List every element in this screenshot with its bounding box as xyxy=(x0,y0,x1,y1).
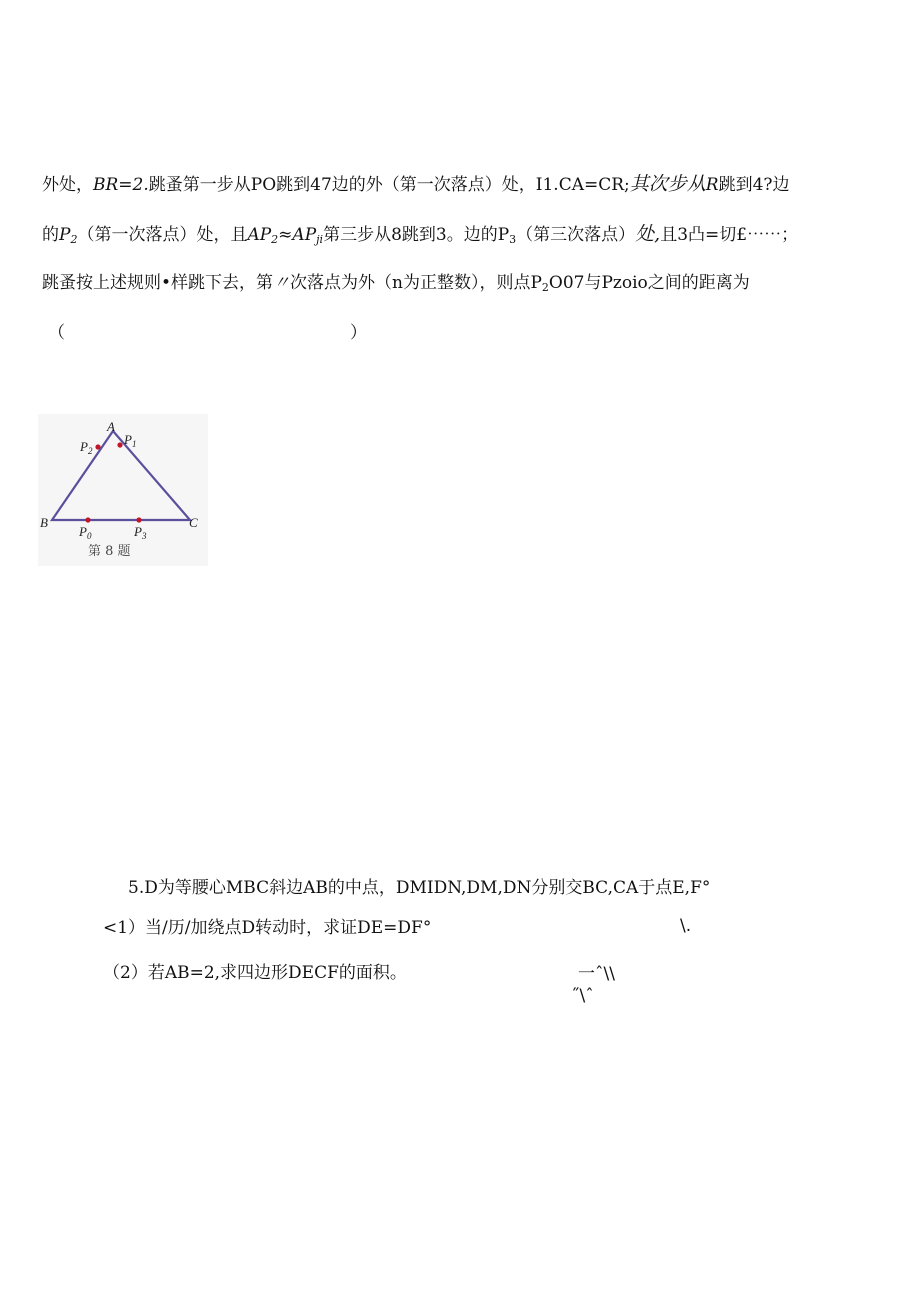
answer-blank-close: ） xyxy=(350,323,367,343)
point-p3 xyxy=(136,517,141,522)
point-p1 xyxy=(117,442,122,447)
label-p3: $P_3$ xyxy=(134,524,147,541)
label-b: B xyxy=(40,515,48,530)
scan-artifact-2: 一ˆ\\ xyxy=(578,964,615,984)
label-p1: $P_1$ xyxy=(124,432,137,449)
problem-5-stem: 5.D为等腰心MBC斜边AB的中点，DMIDN,DM,DN分别交BC,CA于点E,F° xyxy=(128,878,711,898)
problem-8-line-2: 的$P_2$（第一次落点）处，且$AP_2\approx AP_{ji}$第三步从8跳到3。边的$P_3$（第三次落点）处,且3凸=切£⋯⋯； xyxy=(42,223,799,246)
problem-8-line-3: 跳蚤按上述规则•样跳下去，第〃次落点为外（n为正整数），则点$P_2O07$与Pzoio之间的距离为 xyxy=(42,273,750,294)
label-a: A xyxy=(107,419,115,434)
figure-caption: 第 8 题 xyxy=(88,544,131,559)
scan-artifact-1: \. xyxy=(680,916,692,936)
scan-artifact-3: ˝\ˆ xyxy=(571,986,594,1006)
point-p2 xyxy=(95,444,100,449)
answer-blank xyxy=(48,321,367,345)
problem-5-part-2: （2）若AB=2,求四边形DECF的面积。 xyxy=(103,963,407,983)
problem-8-line-1: 外处，BR=2.跳蚤第一步从PO跳到47边的外（第一次落点）处，I1.CA=CR;其次步从R跳到4?边 xyxy=(42,173,790,195)
label-p2: $P_2$ xyxy=(80,439,93,456)
label-c: C xyxy=(189,515,198,530)
label-p0: $P_0$ xyxy=(79,524,92,541)
answer-blank-open: （ xyxy=(48,323,65,343)
point-p0 xyxy=(85,517,90,522)
problem-5-part-1: <1）当/历/加绕点D转动时，求证DE=DF° xyxy=(103,918,432,938)
